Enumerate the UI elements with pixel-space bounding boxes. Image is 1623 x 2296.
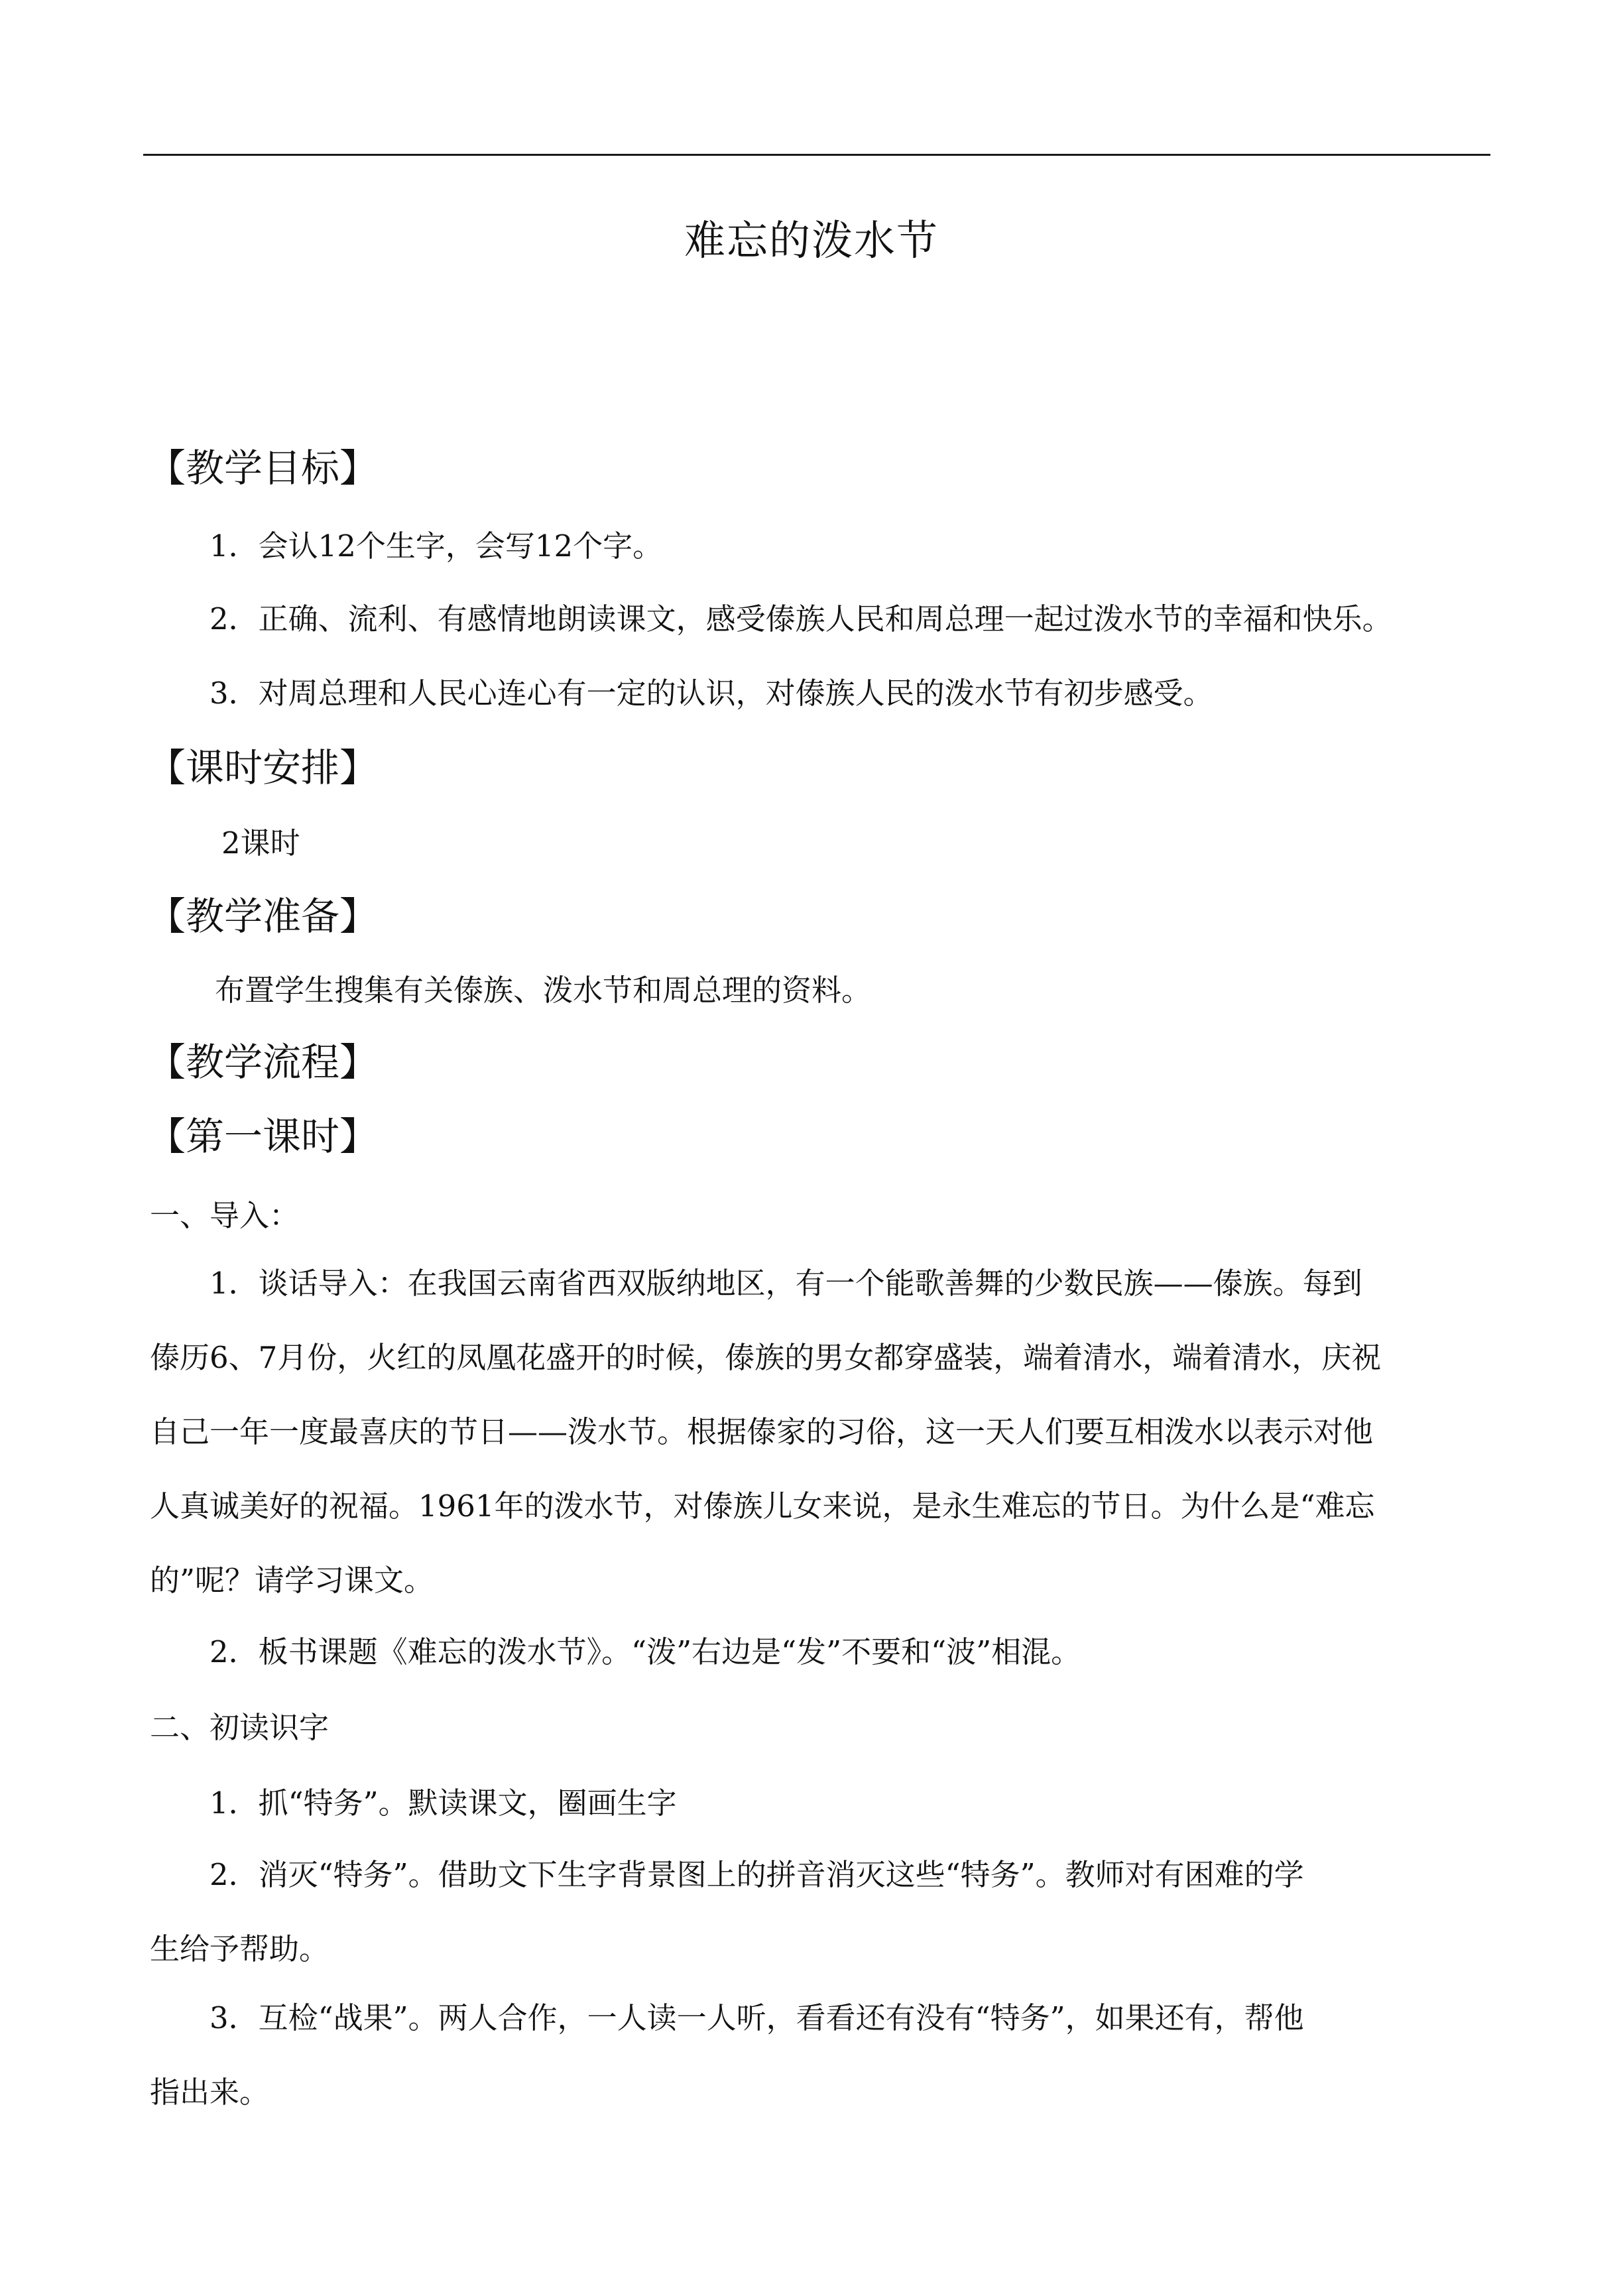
intro-line-5: 的”呢？请学习课文。 [150,1563,434,1598]
objective-item-1: 1．会认12个生字，会写12个字。 [210,528,663,564]
part2-item-2 [150,1856,1489,2005]
part2-item-2-line-1: 2．消灭“特务”。借助文下生字背景图上的拼音消灭这些“特务”。教师对有困难的学 [210,1857,1304,1892]
intro-line-3: 自己一年一度最喜庆的节日——泼水节。根据傣家的习俗，这一天人们要互相泼水以表示对他 [150,1414,1374,1449]
schedule-heading: 【课时安排】 [147,745,379,790]
intro-paragraph [150,1265,1489,1636]
intro-line-4: 人真诚美好的祝福。1961年的泼水节，对傣族儿女来说，是永生难忘的节日。为什么是“难忘 [150,1488,1375,1524]
part1-heading: 一、导入： [150,1198,300,1233]
preparation-heading: 【教学准备】 [147,894,379,939]
part2-heading: 二、初读识字 [150,1710,330,1745]
header-rule [143,154,1490,156]
part2-item-3-line-1: 3．互检“战果”。两人合作，一人读一人听，看看还有没有“特务”，如果还有，帮他 [210,2000,1304,2035]
preparation-text: 布置学生搜集有关傣族、泼水节和周总理的资料。 [215,973,872,1008]
intro-line-2: 傣历6、7月份，火红的凤凰花盛开的时候，傣族的男女都穿盛装，端着清水，端着清水，庆祝 [150,1340,1382,1375]
part2-item-2-line-2: 生给予帮助。 [150,1931,330,1966]
schedule-text: 2课时 [221,825,300,861]
part2-item-3 [150,2000,1489,2148]
objectives-heading: 【教学目标】 [147,446,379,491]
part1-item-2: 2．板书课题《难忘的泼水节》。“泼”右边是“发”不要和“波”相混。 [210,1634,1081,1669]
objective-item-3: 3．对周总理和人民心连心有一定的认识，对傣族人民的泼水节有初步感受。 [210,676,1213,711]
process-heading: 【教学流程】 [147,1040,379,1085]
intro-line-1: 1．谈话导入：在我国云南省西双版纳地区，有一个能歌善舞的少数民族——傣族。每到 [210,1266,1362,1301]
objective-item-2: 2．正确、流利、有感情地朗读课文，感受傣族人民和周总理一起过泼水节的幸福和快乐。 [210,601,1392,636]
part2-item-1: 1．抓“特务”。默读课文，圈画生字 [210,1785,677,1821]
first-lesson-heading: 【第一课时】 [147,1114,379,1159]
document-title: 难忘的泼水节 [684,216,939,265]
part2-item-3-line-2: 指出来。 [150,2075,270,2110]
